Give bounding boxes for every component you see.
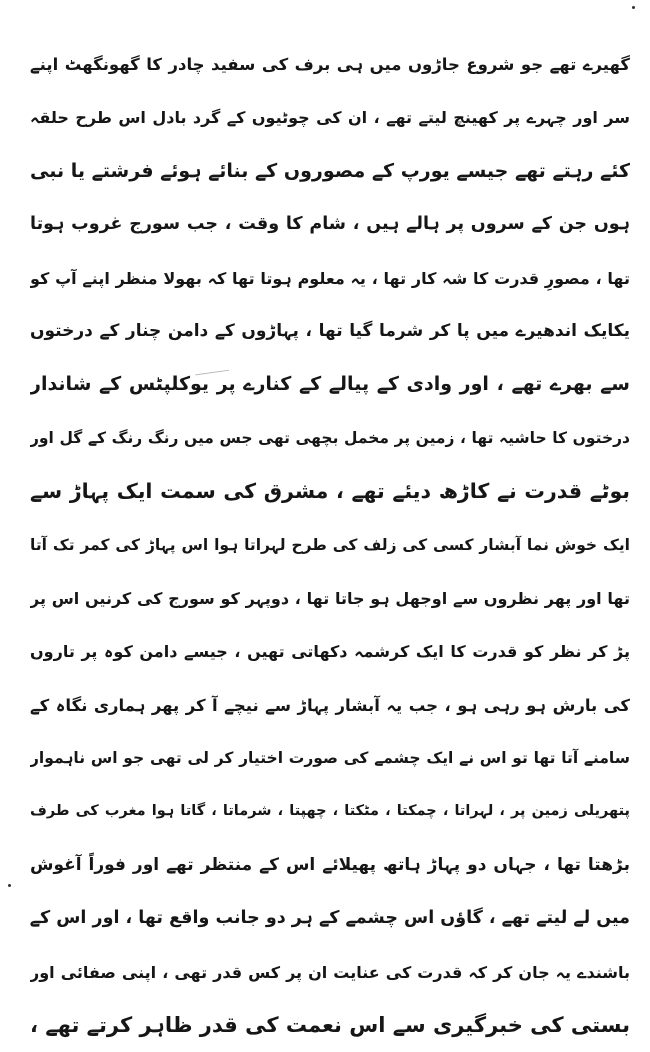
text-line: گھیرے تھے جو شروع جاڑوں میں ہی برف کی سفید چادر کا گھونگھٹ اپنے bbox=[30, 55, 630, 74]
scan-speck bbox=[8, 884, 11, 887]
scan-speck bbox=[632, 6, 635, 9]
text-line: یکایک اندھیرے میں پا کر شرما گیا تھا ، پہاڑوں کے دامن چنار کے درختوں bbox=[30, 320, 630, 341]
text-line: کئے رہتے تھے جیسے یورپ کے مصوروں کے بنائے ہوئے فرشتے یا نبی bbox=[30, 159, 630, 182]
text-line: تھا ، مصورِ قدرت کا شہ کار تھا ، یہ معلوم ہوتا تھا کہ بھولا منظر اپنے آپ کو bbox=[30, 268, 630, 288]
text-line: بوٹے قدرت نے کاڑھ دیئے تھے ، مشرق کی سمت ایک پہاڑ سے bbox=[30, 479, 630, 504]
text-line: میں لے لیتے تھے ، گاؤں اس چشمے کے ہر دو جانب واقع تھا ، اور اس کے bbox=[30, 908, 630, 929]
text-line: سر اور چہرے پر کھینچ لیتے تھے ، ان کی چوٹیوں کے گرد بادل اس طرح حلقہ bbox=[30, 108, 630, 128]
text-line: پڑ کر نظر کو قدرت کا ایک کرشمہ دکھاتی تھیں ، جیسے دامن کوہ پر تاروں bbox=[30, 642, 630, 662]
text-line: سے بھرے تھے ، اور وادی کے پیالے کے کنارے پر یوکلپٹس کے شاندار bbox=[30, 373, 630, 396]
text-line: درختوں کا حاشیہ تھا ، زمین پر مخمل بچھی تھی جس میں رنگ رنگ کے گل اور bbox=[30, 428, 630, 447]
text-line: تھا اور پھر نظروں سے اوجھل ہو جاتا تھا ، دوپہر کو سورج کی کرنیں اس پر bbox=[30, 588, 630, 608]
text-line: سامنے آتا تھا تو اس نے ایک چشمے کی صورت اختیار کر لی تھی جو اس ناہموار bbox=[30, 749, 630, 768]
text-line: باشندے یہ جان کر کہ قدرت کی عنایت ان پر کس قدر تھی ، اپنی صفائی اور bbox=[30, 962, 630, 982]
text-line: ہوں جن کے سروں پر ہالے ہیں ، شام کا وقت ، جب سورج غروب ہوتا bbox=[30, 214, 630, 235]
urdu-text-block bbox=[30, 38, 630, 1052]
text-line: ایک خوش نما آبشار کسی کی زلف کی طرح لہراتا ہوا اس پہاڑ کی کمر تک آتا bbox=[30, 535, 630, 554]
text-line: بستی کی خبرگیری سے اس نعمت کی قدر ظاہر کرتے تھے ، bbox=[30, 1013, 630, 1038]
text-line: بڑھتا تھا ، جہاں دو پہاڑ ہاتھ پھیلائے اس کے منتظر تھے اور فوراً آغوش bbox=[30, 854, 630, 875]
text-line: کی بارش ہو رہی ہو ، جب یہ آبشار پہاڑ سے نیچے آ کر پھر ہماری نگاہ کے bbox=[30, 695, 630, 715]
text-line: پتھریلی زمین پر ، لہراتا ، چمکتا ، مٹکتا ، چھپتا ، شرماتا ، گاتا ہوا مغرب کی طرف bbox=[30, 803, 630, 820]
